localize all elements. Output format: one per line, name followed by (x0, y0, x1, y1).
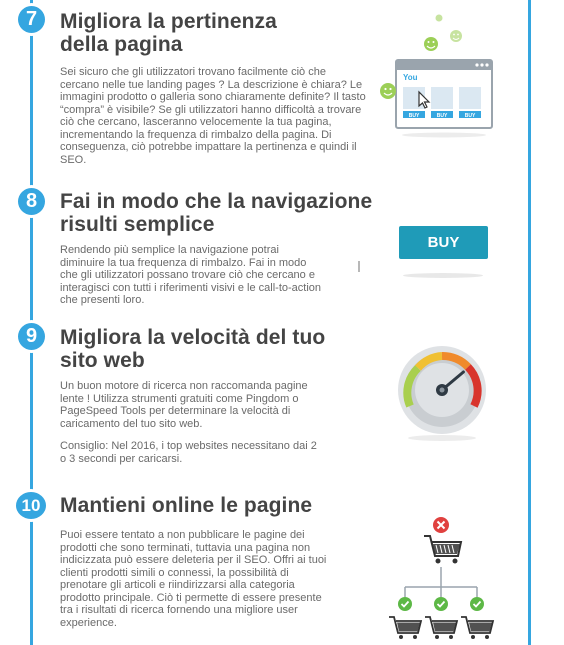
smiley-icon (424, 37, 438, 51)
section-10-paragraph: Puoi essere tentato a non pubblicare le pagine dei prodotti che sono terminati, tuttavia una pagina non indicizzata può essere deleteria per il SEO. Offri ai tuoi clienti prodotti simili o connessi, la possibilità di prenotare gli articoli e riindirizzarsi alla categoria prodotto principale. Ciò ti permette di essere presente tra i risultati di ricerca fornendo una migliore user experience. (60, 529, 327, 629)
timeline-line-right (528, 0, 531, 645)
browser-you-label: You (403, 73, 418, 82)
section-8-body (60, 244, 322, 317)
error-icon (433, 517, 449, 533)
cart-icon-top (424, 536, 461, 564)
check-icon-1 (398, 597, 412, 611)
browser-buy-label-2: BUY (436, 113, 448, 119)
section-7-body (60, 66, 368, 176)
divider-tick (358, 261, 360, 272)
cart-hierarchy-illustration (384, 515, 499, 645)
section-7-title (60, 10, 277, 56)
cart-icon-3 (461, 617, 493, 639)
section-7-paragraph: Sei sicuro che gli utilizzatori trovano facilmente ciò che cercano nelle tue landing pages ? La descrizione è chiara? Le immagini prodotto o galleria sono chiaramente definite? Il tasto “compra” è visibile? Se gli utilizzatori hanno difficoltà a trovare ciò che cercano, lasceranno velocemente la tua pagina, incrementando la frequenza di rimbalzo della pagina. Di conseguenza, ciò potrebbe impattare la pertinenza e quindi il SEO. (60, 66, 366, 166)
section-7-title-line1: Migliora la pertinenza (60, 10, 277, 33)
check-icon-3 (470, 597, 484, 611)
step-badge-8: 8 (18, 188, 45, 215)
hierarchy-connector (405, 567, 477, 597)
section-8-paragraph: Rendendo più semplice la navigazione potrai diminuire la tua frequenza di rimbalzo. Fai in modo che gli utilizzatori possano trovare ciò che cercano e interagisci con tutti i riferimenti visivi e le call-to-action che presenti loro. (60, 244, 322, 306)
section-9-tip: Consiglio: Nel 2016, i top websites necessitano dai 2 o 3 secondi per caricarsi. (60, 440, 317, 465)
smiley-icon-left (380, 83, 396, 99)
section-9-body (60, 380, 322, 475)
bubble-icon (436, 15, 443, 22)
browser-buy-label-3: BUY (464, 113, 476, 119)
landing-page-illustration (376, 8, 501, 138)
smiley-icon-small (450, 30, 462, 42)
section-8-title-line2: risulti semplice (60, 213, 215, 236)
section-9-paragraph: Un buon motore di ricerca non raccomanda pagine lente ! Utilizza strumenti gratuiti come Pingdom o PageSpeed Tools per determinare la velocità di caricamento del tuo sito web. (60, 380, 308, 430)
section-8-title-line1: Fai in modo che la navigazione (60, 190, 373, 213)
section-10-body (60, 529, 332, 639)
browser-window-icon (396, 60, 492, 128)
section-9-title (60, 326, 325, 372)
section-7-title-line2: della pagina (60, 33, 183, 56)
buy-button[interactable]: BUY (399, 226, 488, 259)
section-9-title-line1: Migliora la velocità del tuo (60, 326, 326, 349)
step-badge-10: 10 (16, 492, 46, 519)
speedometer-icon (396, 344, 488, 442)
check-icon-2 (434, 597, 448, 611)
buy-button-shadow (403, 273, 483, 278)
step-badge-9: 9 (18, 323, 45, 350)
cart-icon-2 (425, 617, 457, 639)
section-10-title (60, 494, 312, 517)
section-9-title-line2: sito web (60, 349, 145, 372)
cart-icon-1 (389, 617, 421, 639)
section-8-title (60, 190, 372, 236)
step-badge-7: 7 (18, 6, 45, 33)
browser-buy-label-1: BUY (408, 113, 420, 119)
section-10-title-line1: Mantieni online le pagine (60, 494, 313, 517)
